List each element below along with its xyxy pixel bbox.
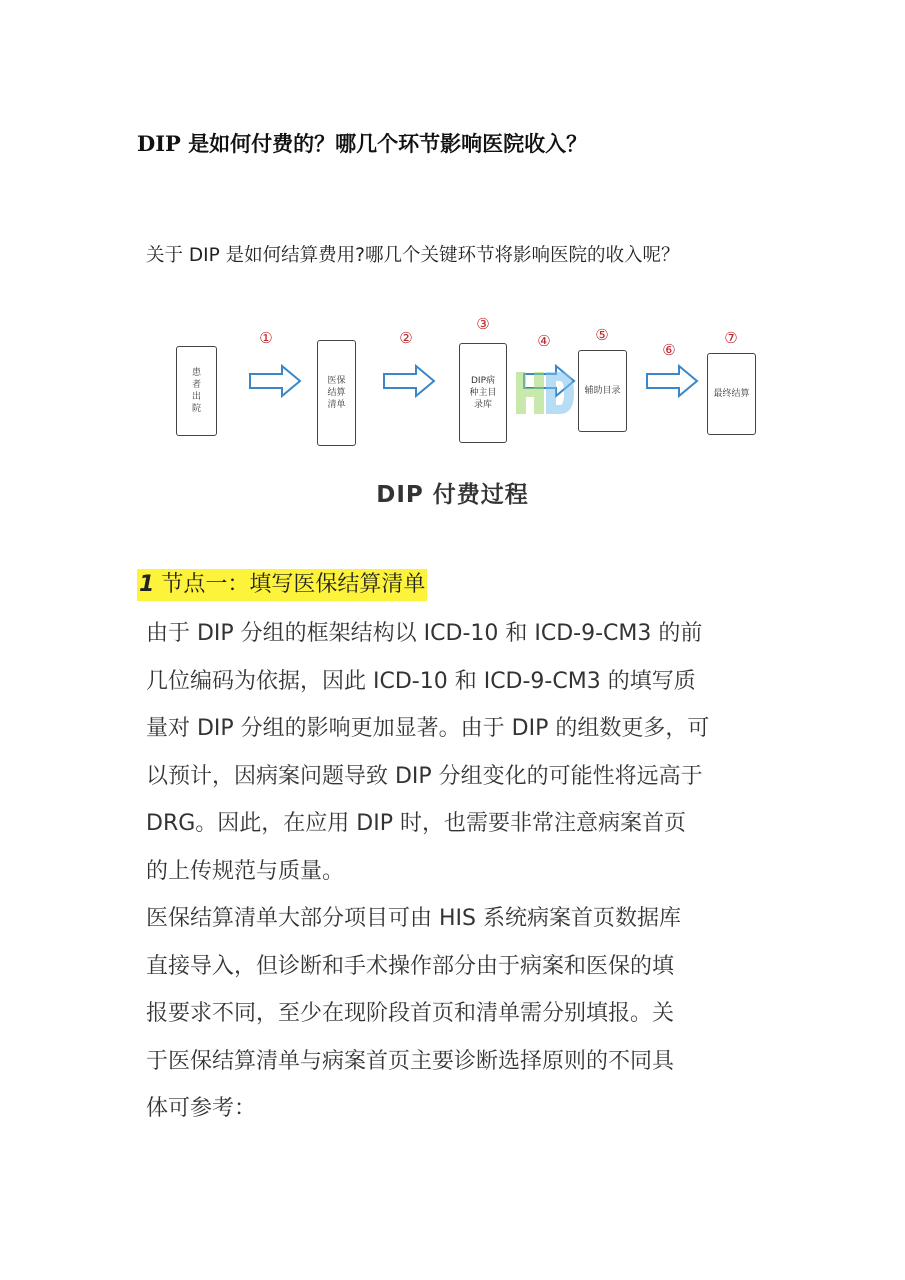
paragraph-line: 医保结算清单大部分项目可由 HIS 系统病案首页数据库: [146, 906, 681, 931]
flow-box-label: 辅助目录: [584, 386, 621, 396]
arrow-right-icon: [382, 364, 436, 398]
section-heading: [137, 569, 427, 601]
paragraph-line: 直接导入，但诊断和手术操作部分由于病案和医保的填: [146, 953, 675, 979]
flow-box-label: 医保结算清单: [327, 376, 346, 410]
paragraph-line: 报要求不同，至少在现阶段首页和清单需分别填报。关: [146, 1001, 675, 1026]
paragraph-line: DRG。因此，在应用 DIP 时，也需要非常注意病案首页: [146, 811, 686, 836]
paragraph-2: [146, 895, 776, 1133]
step-number-6: ⑥: [662, 341, 676, 359]
intro-text: 关于 DIP 是如何结算费用?哪几个关键环节将影响医院的收入呢？: [146, 245, 680, 266]
section-number: 1: [139, 572, 155, 597]
paragraph-line: 以预计，因病案问题导致 DIP 分组变化的可能性将远高于: [146, 763, 703, 789]
flow-box-dip-catalog: [459, 343, 507, 443]
flow-box-discharge: [176, 346, 217, 436]
step-number-2: ②: [399, 329, 413, 347]
arrow-right-icon: [248, 364, 302, 398]
step-number-3: ③: [476, 315, 490, 333]
flow-box-final-settlement: [707, 353, 756, 435]
paragraph-line: 的上传规范与质量。: [146, 858, 345, 884]
step-number-4: ④: [537, 332, 551, 350]
flow-box-auxiliary-catalog: [578, 350, 627, 432]
page-title: DIP 是如何付费的？哪几个环节影响医院收入？: [137, 131, 588, 156]
flow-box-label: DIP病种主目录库: [469, 376, 497, 410]
watermark-logo-icon: [512, 366, 578, 428]
diagram-caption: DIP 付费过程: [376, 482, 529, 508]
paragraph-1: [146, 610, 776, 895]
flow-box-settlement-list: [317, 340, 356, 446]
paragraph-line: 体可参考：: [146, 1096, 257, 1121]
paragraph-line: 于医保结算清单与病案首页主要诊断选择原则的不同具: [146, 1048, 675, 1074]
paragraph-line: 量对 DIP 分组的影响更加显著。由于 DIP 的组数更多，可: [146, 716, 710, 741]
paragraph-line: 几位编码为依据，因此 ICD-10 和 ICD-9-CM3 的填写质: [146, 668, 696, 694]
dip-payment-flow-diagram: [150, 312, 770, 462]
paragraph-line: 由于 DIP 分组的框架结构以 ICD-10 和 ICD-9-CM3 的前: [146, 621, 703, 646]
flow-box-label: 患者出院: [191, 368, 201, 414]
step-number-7: ⑦: [724, 329, 738, 347]
arrow-right-icon: [645, 364, 699, 398]
flow-box-label: 最终结算: [713, 389, 750, 399]
step-number-5: ⑤: [595, 326, 609, 344]
step-number-1: ①: [259, 329, 273, 347]
section-heading-text: 节点一：填写医保结算清单: [161, 572, 426, 597]
